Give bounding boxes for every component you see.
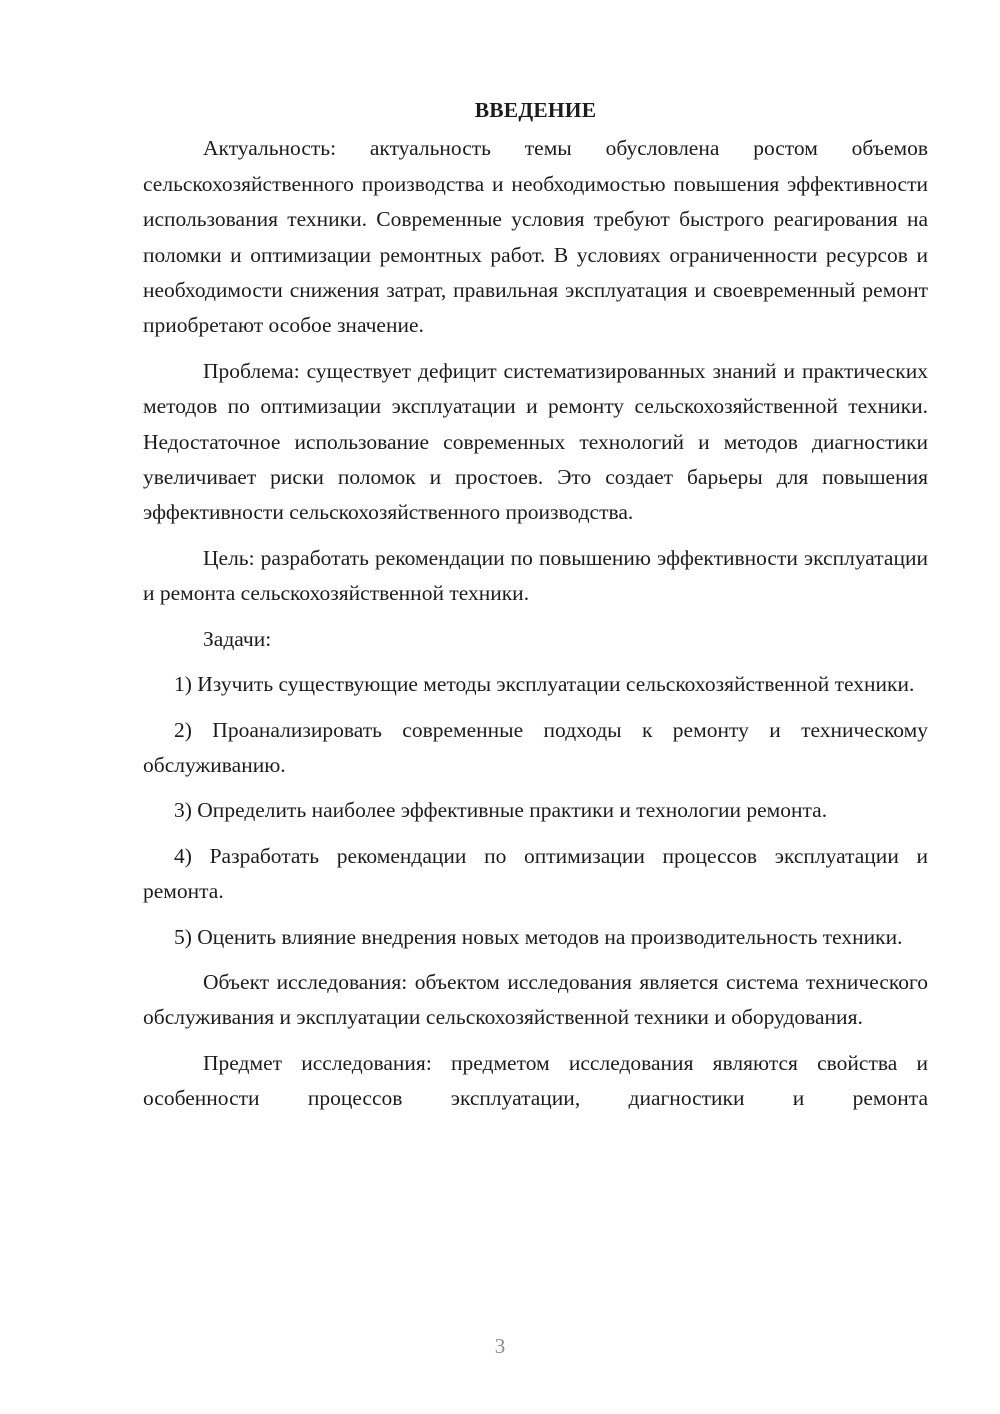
task-item-4: 4) Разработать рекомендации по оптимизации процессов эксплуатации и ремонта. <box>143 843 928 904</box>
paragraph-goal: Цель: разработать рекомендации по повышению эффективности эксплуатации и ремонта сельскохозяйственной техники. <box>143 545 928 606</box>
task-item-5: 5) Оценить влияние внедрения новых методов на производительность техники. <box>174 924 903 949</box>
task-item-2: 2) Проанализировать современные подходы к ремонту и техническому обслуживанию. <box>143 717 928 777</box>
task-item-1: 1) Изучить существующие методы эксплуатации сельскохозяйственной техники. <box>174 672 915 697</box>
tasks-label: Задачи: <box>203 626 272 651</box>
paragraph-relevance: Актуальность: актуальность темы обусловлена ростом объемов сельскохозяйственного производства и необходимостью повышения эффективности использования техники. Современные условия требуют быстрого реагирования на поломки и оптимизации ремонтных работ. В условиях ограниченности ресурсов и необходимости снижения затрат, правильная эксплуатация и своевременный ремонт приобретают особое значение. <box>143 136 928 338</box>
page-content <box>143 93 928 1117</box>
task-item-3: 3) Определить наиболее эффективные практики и технологии ремонта. <box>174 798 828 823</box>
page-number: 3 <box>494 1334 506 1358</box>
paragraph-problem: Проблема: существует дефицит систематизированных знаний и практических методов по оптимизации эксплуатации и ремонту сельскохозяйственной техники. Недостаточное использование современных технологий и методов диагностики увеличивает риски поломок и простоев. Это создает барьеры для повышения эффективности сельскохозяйственного производства. <box>143 358 928 525</box>
paragraph-object: Объект исследования: объектом исследования является система технического обслуживания и эксплуатации сельскохозяйственной техники и оборудования. <box>143 969 928 1030</box>
section-heading: ВВЕДЕНИЕ <box>474 98 597 122</box>
paragraph-subject: Предмет исследования: предметом исследования являются свойства и особенности процессов эксплуатации, диагностики и ремонта <box>143 1050 928 1111</box>
